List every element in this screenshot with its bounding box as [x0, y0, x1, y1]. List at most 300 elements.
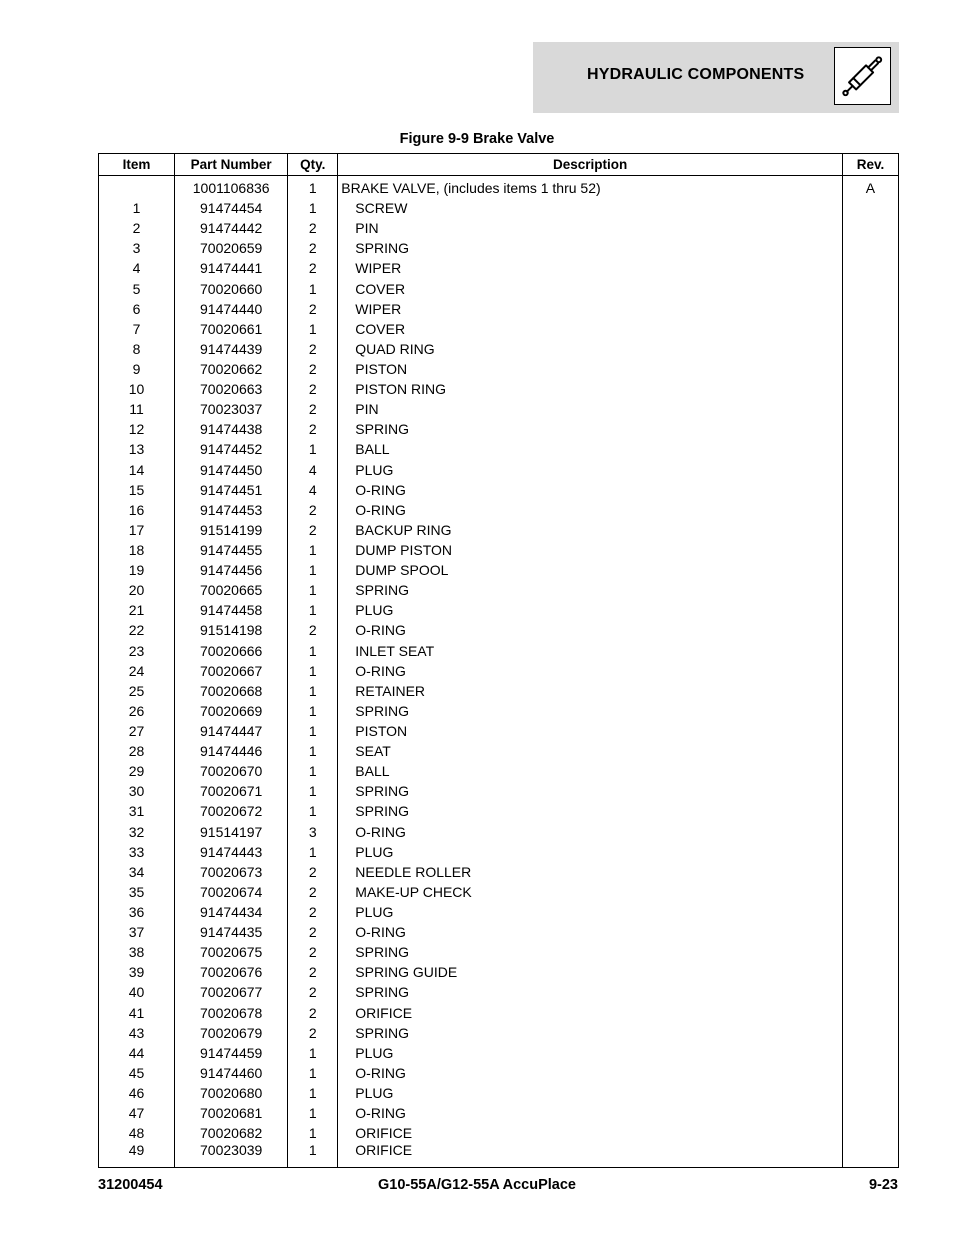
cell-description: PLUG — [338, 1043, 843, 1063]
cell-item: 43 — [99, 1023, 175, 1043]
cell-qty: 1 — [288, 560, 338, 580]
table-row — [99, 560, 899, 580]
cell-rev — [842, 419, 898, 439]
cell-description: O-RING — [338, 922, 843, 942]
cell-item: 30 — [99, 781, 175, 801]
cell-rev — [842, 641, 898, 661]
table-row — [99, 721, 899, 741]
cell-part-number: 70023039 — [175, 1143, 288, 1168]
table-row — [99, 299, 899, 319]
cell-part-number: 1001106836 — [175, 176, 288, 199]
cell-description: SPRING — [338, 238, 843, 258]
cell-rev — [842, 701, 898, 721]
cell-part-number: 70020668 — [175, 681, 288, 701]
cell-qty: 2 — [288, 942, 338, 962]
cell-part-number: 91514197 — [175, 822, 288, 842]
cell-qty: 1 — [288, 1063, 338, 1083]
cell-rev — [842, 862, 898, 882]
cell-qty: 1 — [288, 641, 338, 661]
cell-description: O-RING — [338, 1103, 843, 1123]
table-row — [99, 801, 899, 821]
table-row — [99, 902, 899, 922]
cell-description: SPRING — [338, 801, 843, 821]
cell-description: ORIFICE — [338, 1002, 843, 1022]
cell-item: 31 — [99, 801, 175, 821]
cell-qty: 1 — [288, 661, 338, 681]
cell-qty: 1 — [288, 842, 338, 862]
cell-description: DUMP PISTON — [338, 540, 843, 560]
cell-rev — [842, 681, 898, 701]
cell-part-number: 70020665 — [175, 580, 288, 600]
cell-item: 33 — [99, 842, 175, 862]
cell-item: 4 — [99, 258, 175, 278]
table-row — [99, 238, 899, 258]
cell-rev — [842, 520, 898, 540]
cell-part-number: 91514198 — [175, 620, 288, 640]
cell-item: 27 — [99, 721, 175, 741]
column-header-rev: Rev. — [842, 154, 898, 176]
cell-qty: 1 — [288, 319, 338, 339]
cell-description: ORIFICE — [338, 1123, 843, 1143]
table-row — [99, 359, 899, 379]
cell-item: 40 — [99, 982, 175, 1002]
cell-qty: 2 — [288, 1002, 338, 1022]
cell-rev — [842, 1043, 898, 1063]
cell-qty: 1 — [288, 681, 338, 701]
cell-part-number: 91474434 — [175, 902, 288, 922]
cell-description: SCREW — [338, 198, 843, 218]
cell-qty: 2 — [288, 258, 338, 278]
table-header-row — [99, 154, 899, 176]
cell-rev — [842, 1143, 898, 1168]
cell-qty: 1 — [288, 701, 338, 721]
cell-description: SPRING — [338, 701, 843, 721]
cell-part-number: 91474442 — [175, 218, 288, 238]
table-row — [99, 761, 899, 781]
cell-description: BALL — [338, 439, 843, 459]
cell-rev — [842, 399, 898, 419]
cell-item: 28 — [99, 741, 175, 761]
cell-item: 26 — [99, 701, 175, 721]
cell-rev — [842, 842, 898, 862]
cell-qty: 2 — [288, 882, 338, 902]
cell-qty: 1 — [288, 540, 338, 560]
cell-description: SPRING — [338, 982, 843, 1002]
cell-part-number: 91514199 — [175, 520, 288, 540]
cell-part-number: 91474435 — [175, 922, 288, 942]
parts-table-body — [99, 176, 899, 1168]
table-row — [99, 661, 899, 681]
table-row — [99, 862, 899, 882]
table-row — [99, 1083, 899, 1103]
cell-part-number: 70020680 — [175, 1083, 288, 1103]
cell-description: WIPER — [338, 258, 843, 278]
cell-rev — [842, 500, 898, 520]
cell-item: 45 — [99, 1063, 175, 1083]
cell-qty: 2 — [288, 299, 338, 319]
cell-item: 15 — [99, 480, 175, 500]
table-row — [99, 460, 899, 480]
cell-item: 23 — [99, 641, 175, 661]
cell-item: 2 — [99, 218, 175, 238]
table-row — [99, 1002, 899, 1022]
cell-item: 21 — [99, 600, 175, 620]
cell-description: SPRING — [338, 781, 843, 801]
table-row — [99, 319, 899, 339]
cell-qty: 1 — [288, 279, 338, 299]
table-row — [99, 681, 899, 701]
table-row — [99, 520, 899, 540]
cell-item: 12 — [99, 419, 175, 439]
section-header-tab — [533, 42, 899, 113]
cell-qty: 1 — [288, 1043, 338, 1063]
cell-rev — [842, 198, 898, 218]
cell-qty: 4 — [288, 480, 338, 500]
cell-part-number: 91474458 — [175, 600, 288, 620]
cell-item: 34 — [99, 862, 175, 882]
cell-part-number: 70020675 — [175, 942, 288, 962]
cell-item: 14 — [99, 460, 175, 480]
cell-item: 46 — [99, 1083, 175, 1103]
table-row — [99, 1023, 899, 1043]
cell-rev — [842, 962, 898, 982]
cell-rev — [842, 600, 898, 620]
cell-description: MAKE-UP CHECK — [338, 882, 843, 902]
cell-rev — [842, 218, 898, 238]
table-row — [99, 279, 899, 299]
footer-page-number: 9-23 — [868, 1177, 898, 1193]
footer-doc-number: 31200454 — [98, 1177, 163, 1193]
table-row — [99, 540, 899, 560]
cell-item: 37 — [99, 922, 175, 942]
cell-description: SPRING — [338, 580, 843, 600]
cell-item: 22 — [99, 620, 175, 640]
cell-item: 29 — [99, 761, 175, 781]
cell-item: 25 — [99, 681, 175, 701]
cell-part-number: 70020681 — [175, 1103, 288, 1123]
cell-part-number: 70020671 — [175, 781, 288, 801]
table-row — [99, 600, 899, 620]
table-row — [99, 781, 899, 801]
cell-description: NEEDLE ROLLER — [338, 862, 843, 882]
table-row — [99, 379, 899, 399]
cell-rev — [842, 339, 898, 359]
cell-description: PLUG — [338, 902, 843, 922]
cell-description: SPRING — [338, 419, 843, 439]
cell-rev — [842, 258, 898, 278]
cell-item: 47 — [99, 1103, 175, 1123]
cell-qty: 2 — [288, 359, 338, 379]
cell-item: 18 — [99, 540, 175, 560]
cell-rev — [842, 299, 898, 319]
cell-part-number: 70020666 — [175, 641, 288, 661]
cell-description: SPRING — [338, 942, 843, 962]
cell-description: O-RING — [338, 480, 843, 500]
cell-description: SEAT — [338, 741, 843, 761]
cell-description: SPRING GUIDE — [338, 962, 843, 982]
table-row — [99, 218, 899, 238]
table-row — [99, 842, 899, 862]
cell-qty: 1 — [288, 761, 338, 781]
cell-part-number: 70020673 — [175, 862, 288, 882]
cell-qty: 2 — [288, 962, 338, 982]
cell-rev — [842, 902, 898, 922]
cell-rev — [842, 238, 898, 258]
cell-description: BACKUP RING — [338, 520, 843, 540]
cell-item: 35 — [99, 882, 175, 902]
table-row — [99, 882, 899, 902]
cell-qty: 1 — [288, 721, 338, 741]
cell-qty: 2 — [288, 218, 338, 238]
cell-description: PLUG — [338, 600, 843, 620]
cell-description: PLUG — [338, 1083, 843, 1103]
cell-rev — [842, 721, 898, 741]
cell-description: BALL — [338, 761, 843, 781]
cell-part-number: 91474459 — [175, 1043, 288, 1063]
cell-description: INLET SEAT — [338, 641, 843, 661]
cell-item: 49 — [99, 1143, 175, 1168]
cell-rev — [842, 580, 898, 600]
cell-part-number: 70023037 — [175, 399, 288, 419]
cell-qty: 4 — [288, 460, 338, 480]
cell-part-number: 91474443 — [175, 842, 288, 862]
cell-part-number: 70020663 — [175, 379, 288, 399]
cell-part-number: 70020678 — [175, 1002, 288, 1022]
table-row — [99, 962, 899, 982]
column-header-part-number: Part Number — [175, 154, 288, 176]
cell-description: PIN — [338, 218, 843, 238]
cell-description: DUMP SPOOL — [338, 560, 843, 580]
cell-description: PISTON — [338, 359, 843, 379]
cell-description: ORIFICE — [338, 1143, 843, 1168]
cell-item: 1 — [99, 198, 175, 218]
cell-rev — [842, 822, 898, 842]
cell-qty: 1 — [288, 741, 338, 761]
table-row — [99, 1143, 899, 1168]
cell-rev — [842, 560, 898, 580]
table-row — [99, 439, 899, 459]
table-row — [99, 176, 899, 199]
table-row — [99, 399, 899, 419]
table-row — [99, 620, 899, 640]
cell-rev — [842, 1103, 898, 1123]
cell-part-number: 70020661 — [175, 319, 288, 339]
cell-item: 44 — [99, 1043, 175, 1063]
table-row — [99, 641, 899, 661]
cell-rev — [842, 1123, 898, 1143]
cell-qty: 2 — [288, 620, 338, 640]
cell-qty: 2 — [288, 902, 338, 922]
cell-part-number: 70020667 — [175, 661, 288, 681]
cell-qty: 1 — [288, 1143, 338, 1168]
table-row — [99, 500, 899, 520]
cell-description: BRAKE VALVE, (includes items 1 thru 52) — [338, 176, 843, 199]
cell-rev — [842, 1023, 898, 1043]
cell-qty: 2 — [288, 862, 338, 882]
cell-qty: 2 — [288, 419, 338, 439]
cell-rev — [842, 781, 898, 801]
cell-rev — [842, 1083, 898, 1103]
column-header-item: Item — [99, 154, 175, 176]
cell-part-number: 91474455 — [175, 540, 288, 560]
cell-qty: 1 — [288, 580, 338, 600]
cell-qty: 1 — [288, 781, 338, 801]
cell-item: 24 — [99, 661, 175, 681]
cell-item: 3 — [99, 238, 175, 258]
cell-part-number: 91474450 — [175, 460, 288, 480]
cell-rev — [842, 982, 898, 1002]
cell-description: O-RING — [338, 500, 843, 520]
table-row — [99, 701, 899, 721]
cell-item: 20 — [99, 580, 175, 600]
cell-item: 7 — [99, 319, 175, 339]
cell-rev — [842, 922, 898, 942]
cell-rev — [842, 480, 898, 500]
cell-part-number: 70020677 — [175, 982, 288, 1002]
cell-part-number: 91474441 — [175, 258, 288, 278]
cell-item: 8 — [99, 339, 175, 359]
cell-rev: A — [842, 176, 898, 199]
cell-description: COVER — [338, 279, 843, 299]
cell-item: 6 — [99, 299, 175, 319]
cell-item: 16 — [99, 500, 175, 520]
cell-item: 17 — [99, 520, 175, 540]
table-row — [99, 741, 899, 761]
cell-qty: 1 — [288, 1103, 338, 1123]
cell-description: RETAINER — [338, 681, 843, 701]
cell-qty: 2 — [288, 520, 338, 540]
cell-part-number: 91474451 — [175, 480, 288, 500]
cell-qty: 1 — [288, 176, 338, 199]
table-row — [99, 982, 899, 1002]
table-row — [99, 1123, 899, 1143]
cell-item: 11 — [99, 399, 175, 419]
cell-rev — [842, 540, 898, 560]
cell-qty: 1 — [288, 439, 338, 459]
table-row — [99, 580, 899, 600]
cell-part-number: 91474454 — [175, 198, 288, 218]
cell-qty: 2 — [288, 399, 338, 419]
cell-description: WIPER — [338, 299, 843, 319]
cell-description: O-RING — [338, 822, 843, 842]
cell-item: 39 — [99, 962, 175, 982]
cell-part-number: 70020662 — [175, 359, 288, 379]
cell-part-number: 91474440 — [175, 299, 288, 319]
cell-qty: 2 — [288, 1023, 338, 1043]
cell-part-number: 70020674 — [175, 882, 288, 902]
cell-qty: 1 — [288, 198, 338, 218]
cell-rev — [842, 801, 898, 821]
cell-item: 41 — [99, 1002, 175, 1022]
cell-qty: 2 — [288, 339, 338, 359]
table-row — [99, 339, 899, 359]
cell-qty: 2 — [288, 922, 338, 942]
table-row — [99, 942, 899, 962]
cell-part-number: 70020679 — [175, 1023, 288, 1043]
table-row — [99, 822, 899, 842]
cell-description: COVER — [338, 319, 843, 339]
cell-qty: 2 — [288, 982, 338, 1002]
table-row — [99, 258, 899, 278]
figure-title: Figure 9-9 Brake Valve — [399, 131, 555, 147]
table-row — [99, 480, 899, 500]
cell-part-number: 70020670 — [175, 761, 288, 781]
cell-description: PIN — [338, 399, 843, 419]
cell-qty: 1 — [288, 600, 338, 620]
cell-item: 5 — [99, 279, 175, 299]
cell-description: QUAD RING — [338, 339, 843, 359]
cell-qty: 2 — [288, 238, 338, 258]
cell-part-number: 91474446 — [175, 741, 288, 761]
cell-description: O-RING — [338, 620, 843, 640]
cell-rev — [842, 1002, 898, 1022]
cell-item — [99, 176, 175, 199]
cell-item: 38 — [99, 942, 175, 962]
cell-part-number: 91474447 — [175, 721, 288, 741]
cell-rev — [842, 379, 898, 399]
cell-description: SPRING — [338, 1023, 843, 1043]
table-row — [99, 922, 899, 942]
parts-table — [98, 153, 899, 1168]
cell-item: 13 — [99, 439, 175, 459]
cell-qty: 1 — [288, 1123, 338, 1143]
cell-part-number: 91474439 — [175, 339, 288, 359]
cell-rev — [842, 761, 898, 781]
column-header-qty: Qty. — [288, 154, 338, 176]
cell-description: PISTON RING — [338, 379, 843, 399]
cell-item: 36 — [99, 902, 175, 922]
cell-item: 9 — [99, 359, 175, 379]
cell-part-number: 91474438 — [175, 419, 288, 439]
table-row — [99, 1043, 899, 1063]
cell-item: 19 — [99, 560, 175, 580]
cell-description: PISTON — [338, 721, 843, 741]
section-title: HYDRAULIC COMPONENTS — [587, 66, 805, 83]
cell-rev — [842, 319, 898, 339]
cell-part-number: 91474452 — [175, 439, 288, 459]
cell-description: O-RING — [338, 1063, 843, 1083]
cell-part-number: 91474453 — [175, 500, 288, 520]
cell-item: 32 — [99, 822, 175, 842]
cell-part-number: 70020672 — [175, 801, 288, 821]
cell-rev — [842, 460, 898, 480]
cell-qty: 2 — [288, 500, 338, 520]
cell-rev — [842, 741, 898, 761]
cell-item: 48 — [99, 1123, 175, 1143]
cell-part-number: 70020682 — [175, 1123, 288, 1143]
hydraulic-cylinder-icon — [834, 47, 891, 105]
cell-part-number: 70020660 — [175, 279, 288, 299]
cell-rev — [842, 942, 898, 962]
table-row — [99, 1063, 899, 1083]
cell-rev — [842, 359, 898, 379]
cell-part-number: 91474460 — [175, 1063, 288, 1083]
cell-description: PLUG — [338, 842, 843, 862]
cell-qty: 1 — [288, 801, 338, 821]
cell-item: 10 — [99, 379, 175, 399]
footer-model: G10-55A/G12-55A AccuPlace — [377, 1177, 576, 1193]
table-row — [99, 1103, 899, 1123]
cell-part-number: 70020659 — [175, 238, 288, 258]
cell-part-number: 91474456 — [175, 560, 288, 580]
cell-part-number: 70020676 — [175, 962, 288, 982]
table-row — [99, 419, 899, 439]
cell-description: PLUG — [338, 460, 843, 480]
cell-qty: 2 — [288, 379, 338, 399]
cell-description: O-RING — [338, 661, 843, 681]
table-row — [99, 198, 899, 218]
cell-rev — [842, 439, 898, 459]
